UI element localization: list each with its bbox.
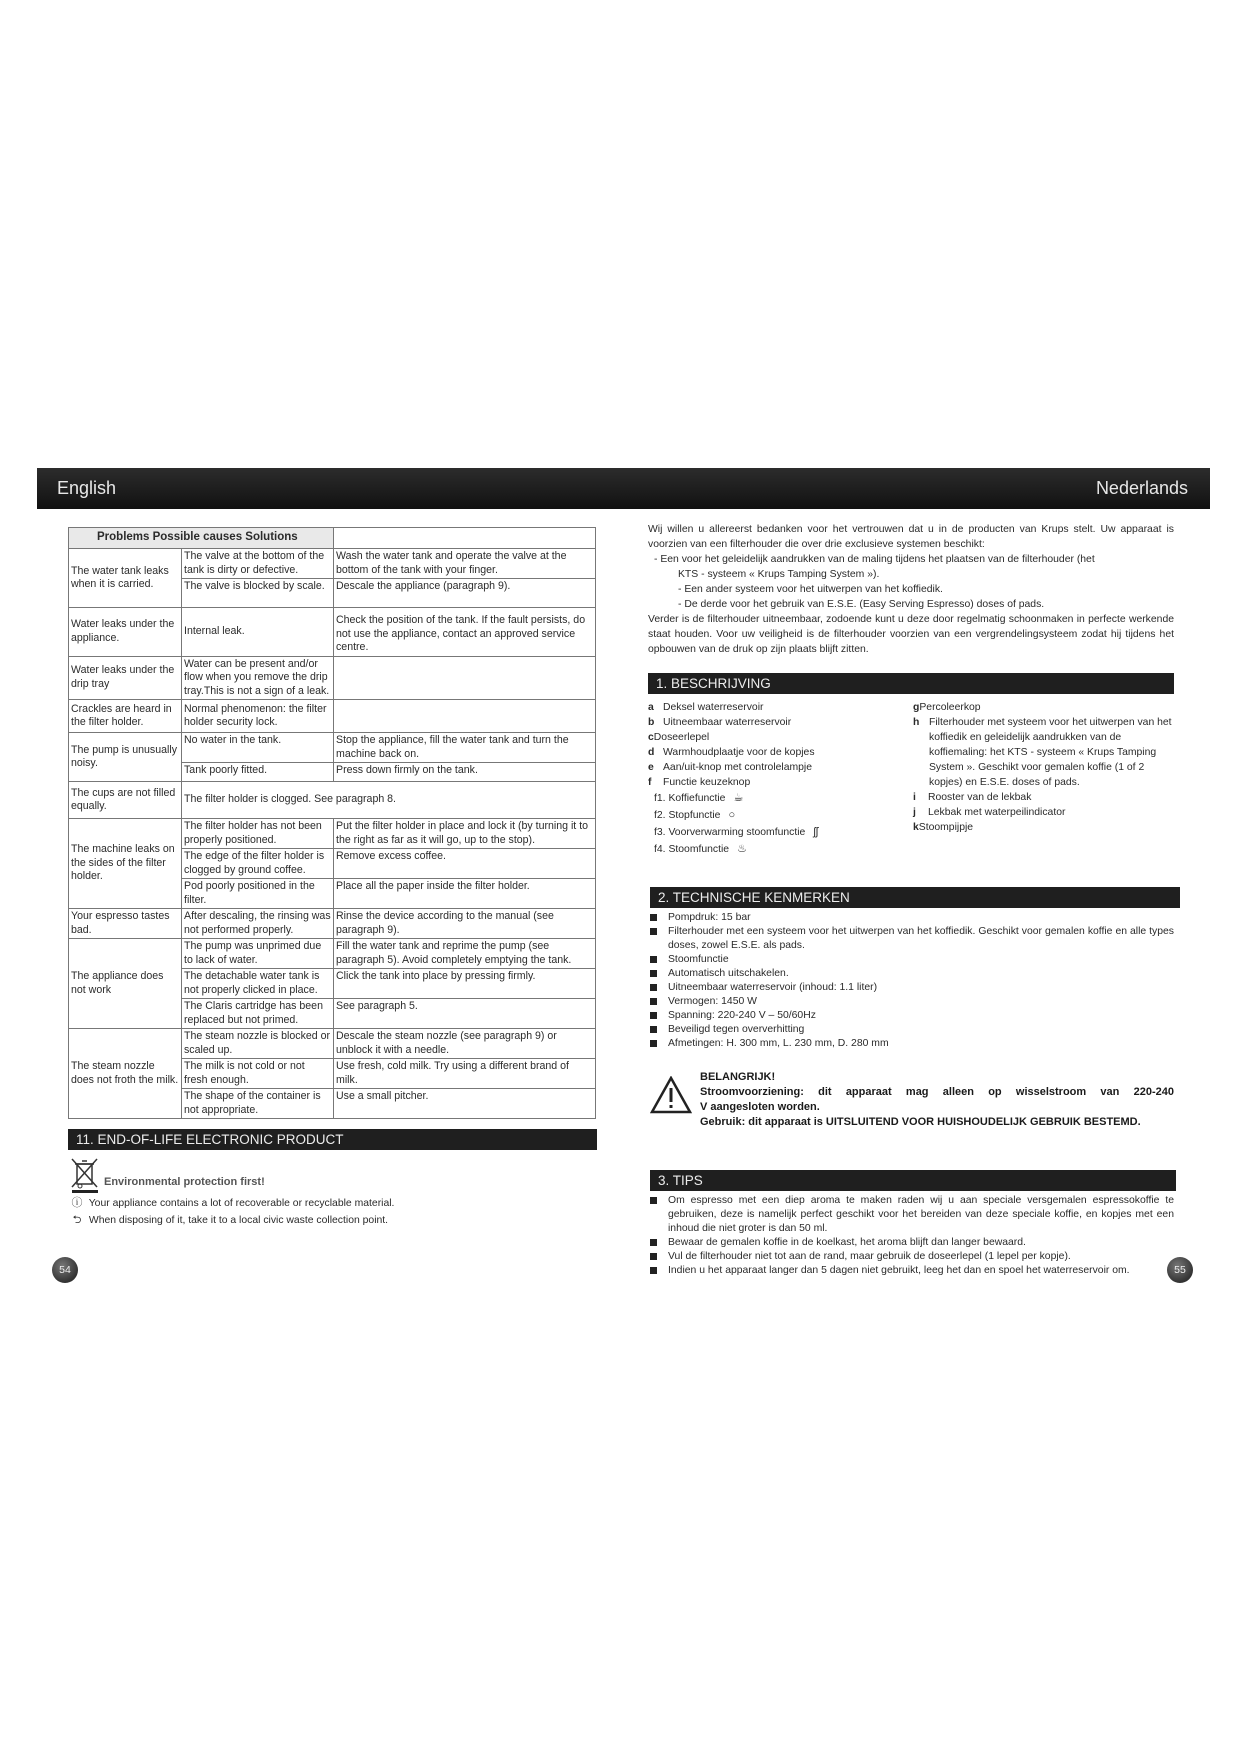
description-item: cDoseerlepel [648,732,710,743]
table-header-row [69,528,596,549]
solution-cell: Click the tank into place by pressing firmly. [334,969,596,999]
description-column-left [648,700,908,858]
solution-cell: Descale the steam nozzle (see paragraph 9) or unblock it with a needle. [334,1029,596,1059]
list-item: Pompdruk: 15 bar [648,911,1174,925]
list-item: Filterhouder met een systeem voor het uitwerpen van het koffiedik. Geschikt voor gemalen koffie en alle types doses, zowel E.S.E. als pads. [648,925,1174,953]
solution-cell: Use a small pitcher. [334,1089,596,1119]
cup-icon: ☕ [733,792,744,804]
merged-cause-solution-cell: The filter holder is clogged. See paragraph 8. [182,782,596,819]
solution-cell: Rinse the device according to the manual (see paragraph 9). [334,909,596,939]
solution-cell: See paragraph 5. [334,999,596,1029]
description-item: a Deksel waterreservoir [648,702,764,713]
circle-icon: ○ [728,809,736,821]
description-item: gPercoleerkop [913,702,981,713]
steam-icon: ♨ [737,843,747,855]
description-item: i Rooster van de lekbak [913,792,1032,803]
solution-cell: Stop the appliance, fill the water tank and turn the machine back on. [334,733,596,763]
cause-cell: No water in the tank. [182,733,334,763]
cause-cell: The detachable water tank is not properly clicked in place. [182,969,334,999]
language-label-english: English [57,478,117,498]
list-item: Indien u het apparaat langer dan 5 dagen niet gebruikt, leeg het dan en spoel het waterreservoir om. [648,1264,1174,1278]
table-row [69,1029,596,1059]
list-item: Spanning: 220-240 V – 50/60Hz [648,1009,1174,1023]
intro-paragraph-2: Verder is de filterhouder uitneembaar, zodoende kunt u deze door regelmatig schoonmaken in perfecte werkende staat houden. Voor uw veiligheid is de filterhouder voorzien van een vergrendelingsysteem zodat hij tijdens het opbouwen van de druk op zijn plaats blijft zitten. [648,614,1174,655]
header-bar [37,468,1210,509]
intro-bullet-1a: - Een voor het geleidelijk aandrukken van de maling tijdens het plaatsen van de filterhouder (het [654,554,1095,565]
cause-cell: Water can be present and/or flow when you remove the drip tray.This is not a sign of a leak. [182,656,334,700]
end-of-life-section-title: 11. END-OF-LIFE ELECTRONIC PRODUCT [68,1129,597,1150]
intro-bullet-3: - De derde voor het gebruik van E.S.E. (Easy Serving Espresso) doses of pads. [678,599,1045,610]
warning-triangle-icon [650,1076,692,1114]
solution-cell: Remove excess coffee. [334,849,596,879]
page-number-right: 55 [1167,1257,1193,1283]
description-item: b Uitneembaar waterreservoir [648,717,792,728]
cause-cell: The filter holder has not been properly positioned. [182,819,334,849]
environment-line-1-text: Your appliance contains a lot of recoverable or recyclable material. [88,1198,395,1209]
left-page [68,527,595,1230]
solution-cell: Place all the paper inside the filter holder. [334,879,596,909]
cause-cell: The pump was unprimed due to lack of water. [182,939,334,969]
environment-block [68,1150,595,1230]
solution-cell [334,700,596,733]
cause-cell: The shape of the container is not appropriate. [182,1089,334,1119]
environment-line-2 [68,1211,388,1225]
cause-cell: The edge of the filter holder is clogged by ground coffee. [182,849,334,879]
list-item: Beveiligd tegen oververhitting [648,1023,1174,1037]
info-icon: ⓘ [71,1197,83,1209]
environment-line-1 [68,1194,394,1208]
solution-cell [334,656,596,700]
intro-text [648,522,1174,657]
description-item: e Aan/uit-knop met controlelampje [648,762,813,773]
problem-cell: The pump is unusually noisy. [69,733,182,782]
table-row [69,909,596,939]
warning-title: BELANGRIJK! [700,1071,776,1083]
solution-cell: Check the position of the tank. If the fault persists, do not use the appliance, contact an approved service centre. [334,608,596,657]
crossed-bin-icon [70,1156,100,1194]
function-item: f3. Voorverwarming stoomfunctie ʃʃ [648,824,908,841]
tips-list [648,1194,1174,1278]
environment-subtitle: Environmental protection first! [104,1176,265,1188]
problem-cell: The appliance does not work [69,939,182,1029]
function-item: f4. Stoomfunctie ♨ [648,841,908,858]
problem-cell: Crackles are heard in the filter holder. [69,700,182,733]
environment-line-2-text: When disposing of it, take it to a local civic waste collection point. [88,1215,389,1226]
problem-cell: The steam nozzle does not froth the milk. [69,1029,182,1119]
table-row [69,939,596,969]
solution-cell: Put the filter holder in place and lock it (by turning it to the right as far as it will go, up to the stop). [334,819,596,849]
intro-bullet-2: - Een ander systeem voor het uitwerpen van het koffiedik. [678,584,943,595]
problem-cell: The machine leaks on the sides of the filter holder. [69,819,182,909]
intro-paragraph-1: Wij willen u allereerst bedanken voor het vertrouwen dat u in de producten van Krups stelt. Uw apparaat is voorzien van een filterhouder die over drie exclusieve systemen beschikt: [648,524,1174,550]
list-item: Vul de filterhouder niet tot aan de rand, maar gebruik de doseerlepel (1 lepel per kopje). [648,1250,1174,1264]
table-row [69,700,596,733]
description-item: d Warmhoudplaatje voor de kopjes [648,747,815,758]
warning-line-1: Stroomvoorziening: dit apparaat mag alleen op wisselstroom van 220-240 [700,1086,1174,1098]
solution-cell: Wash the water tank and operate the valve at the bottom of the tank with your finger. [334,549,596,579]
cause-cell: Tank poorly fitted. [182,763,334,782]
intro-bullet-1b: KTS - systeem « Krups Tamping System »). [678,569,880,580]
solution-cell: Descale the appliance (paragraph 9). [334,579,596,608]
tips-section-title: 3. TIPS [650,1170,1176,1191]
table-row [69,819,596,849]
cause-cell: The valve is blocked by scale. [182,579,334,608]
description-item: h [913,717,920,728]
list-item: Stoomfunctie [648,953,1174,967]
problem-cell: The cups are not filled equally. [69,782,182,819]
cause-cell: The Claris cartridge has been replaced but not primed. [182,999,334,1029]
table-row [69,608,596,657]
list-item: Uitneembaar waterreservoir (inhoud: 1.1 liter) [648,981,1174,995]
description-list [648,700,1174,865]
list-item: Bewaar de gemalen koffie in de koelkast, het aroma blijft dan langer bewaard. [648,1236,1174,1250]
function-item: f2. Stopfunctie ○ [648,807,908,824]
cause-cell: The valve at the bottom of the tank is dirty or defective. [182,549,334,579]
table-header-blank [334,528,596,549]
right-page [648,522,1174,1278]
warning-line-3: Gebruik: dit apparaat is UITSLUITEND VOOR HUISHOUDELIJK GEBRUIK BESTEMD. [700,1116,1141,1128]
list-item: Afmetingen: H. 300 mm, L. 230 mm, D. 280 mm [648,1037,1174,1051]
table-row [69,733,596,763]
warning-line-2: V aangesloten worden. [700,1101,820,1113]
cause-cell: Internal leak. [182,608,334,657]
list-item: Vermogen: 1450 W [648,995,1174,1009]
problem-cell: Your espresso tastes bad. [69,909,182,939]
troubleshooting-table [68,527,596,1119]
list-item: Om espresso met een diep aroma te maken raden wij u aan speciale versgemalen espressokoffie te gebruiken, deze is namelijk perfect geschikt voor het bereiden van deze speciale koffie, en kopjes met een inhoud die niet groter is dan 50 ml. [648,1194,1174,1236]
recycle-arrow-icon: ⮌ [72,1214,82,1226]
cause-cell: The milk is not cold or not fresh enough. [182,1059,334,1089]
page-number-left: 54 [52,1257,78,1283]
technical-specs-list [648,911,1174,1051]
cause-cell: Pod poorly positioned in the filter. [182,879,334,909]
table-row [69,782,596,819]
description-column-right [913,700,1175,835]
technische-section-title: 2. TECHNISCHE KENMERKEN [650,887,1180,908]
problem-cell: Water leaks under the appliance. [69,608,182,657]
description-item: f Functie keuzeknop [648,777,751,788]
description-item-h-text: Filterhouder met systeem voor het uitwerpen van het koffiedik en geleidelijk aandrukken van de koffiemaling: het KTS - systeem « Krups Tamping System ». Geschikt voor gemalen koffie (1 of 2 kopjes) en E.S.E. doses of pads. [929,717,1172,788]
problem-cell: The water tank leaks when it is carried. [69,549,182,608]
language-label-nederlands: Nederlands [1095,478,1188,498]
problem-cell: Water leaks under the drip tray [69,656,182,700]
solution-cell: Use fresh, cold milk. Try using a different brand of milk. [334,1059,596,1089]
table-row [69,549,596,579]
cause-cell: The steam nozzle is blocked or scaled up. [182,1029,334,1059]
warning-text [700,1070,1174,1130]
list-item: Automatisch uitschakelen. [648,967,1174,981]
cause-cell: After descaling, the rinsing was not performed properly. [182,909,334,939]
table-row [69,656,596,700]
solution-cell: Press down firmly on the tank. [334,763,596,782]
table-header-cell: Problems Possible causes Solutions [69,528,334,549]
steam-wave-icon: ʃʃ [813,826,819,838]
warning-block [648,1070,1174,1150]
beschrijving-section-title: 1. BESCHRIJVING [648,673,1174,694]
solution-cell: Fill the water tank and reprime the pump (see paragraph 5). Avoid completely emptying the tank. [334,939,596,969]
cause-cell: Normal phenomenon: the filter holder security lock. [182,700,334,733]
function-item: f1. Koffiefunctie ☕ [648,790,908,807]
description-item: kStoompijpje [913,822,974,833]
description-item: j Lekbak met waterpeilindicator [913,807,1066,818]
